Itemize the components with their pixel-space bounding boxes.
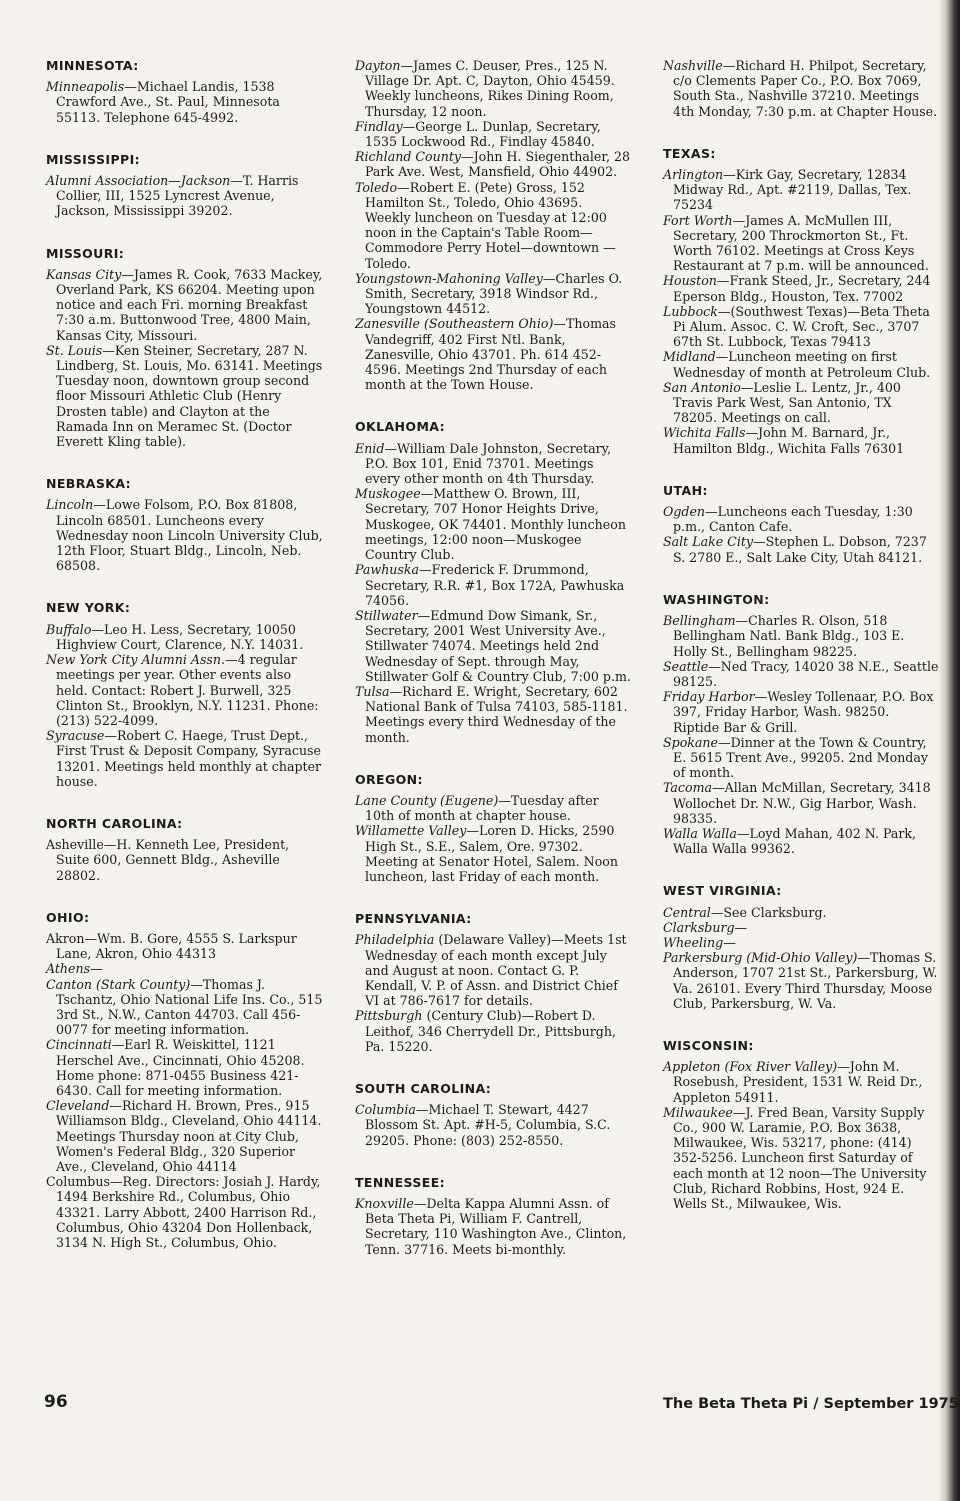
chapter-details: —Tuesday after 10th of month at chapter house. [365, 792, 599, 824]
chapter-details: —Leslie L. Lentz, Jr., 400 Travis Park West, San Antonio, TX 78205. Meetings on call. [673, 379, 901, 426]
state-heading: UTAH: [663, 482, 708, 498]
chapter-entry [663, 213, 939, 274]
chapter-city: Dayton [355, 58, 401, 73]
chapter-city: Philadelphia [355, 932, 435, 948]
chapter-city: Pittsburgh [355, 1008, 423, 1024]
chapter-city: Tacoma [663, 780, 713, 796]
chapter-details: —George L. Dunlap, Secretary, 1535 Lockwood Rd., Findlay 45840. [365, 118, 601, 150]
chapter-entry [663, 659, 939, 689]
chapter-details: —Wesley Tollenaar, P.O. Box 397, Friday Harbor, Wash. 98250. Riptide Bar & Grill. [673, 689, 934, 735]
chapter-entry [355, 149, 631, 179]
chapter-entry [46, 652, 324, 728]
page-edge-shadow [938, 0, 960, 1501]
chapter-city: Friday Harbor [663, 689, 755, 705]
chapter-city: Columbia [355, 1102, 416, 1118]
chapter-details: —James A. McMullen III, Secretary, 200 Throckmorton St., Ft. Worth 76102. Meetings at Cross Keys Restaurant at 7 p.m. will be announced. [673, 212, 929, 274]
chapter-city: Lubbock [663, 303, 718, 319]
chapter-entry [46, 728, 324, 789]
chapter-entry [663, 935, 939, 950]
chapter-details: —Dinner at the Town & Country, E. 5615 Trent Ave., 99205. 2nd Monday of month. [673, 734, 928, 781]
chapter-entry [663, 689, 939, 735]
chapter-entry [663, 905, 939, 920]
chapter-city: Kansas City [46, 266, 122, 282]
chapter-details: —John H. Siegenthaler, 28 Park Ave. West, Mansfield, Ohio 44902. [365, 149, 631, 180]
state-heading: MISSOURI: [46, 245, 125, 261]
column-right [663, 58, 939, 1238]
chapter-city: Findlay [355, 118, 403, 134]
chapter-city: Arlington [663, 167, 724, 183]
state-heading: NORTH CAROLINA: [46, 815, 183, 831]
chapter-details: —Michael T. Stewart, 4427 Blossom St. Apt. #H-5, Columbia, S.C. 29205. Phone: (803) 252-8550. [365, 1102, 611, 1148]
chapter-city: Cincinnati [46, 1037, 112, 1053]
chapter-details: —Thomas Vandegriff, 402 First Ntl. Bank, Zanesville, Ohio 43701. Ph. 614 452-4596. Meetings 2nd Thursday of each month at the Town House. [365, 316, 616, 393]
chapter-entry [46, 173, 324, 219]
state-heading: OKLAHOMA: [355, 419, 445, 435]
chapter-entry [355, 119, 631, 149]
state-section [663, 483, 939, 565]
chapter-entry [46, 267, 324, 343]
state-section [46, 476, 324, 573]
chapter-entry [46, 1174, 324, 1250]
chapter-entry [663, 826, 939, 856]
page-number: 96 [44, 1392, 68, 1412]
chapter-city: Athens— [46, 961, 103, 977]
chapter-entry [355, 608, 631, 684]
state-section [355, 58, 631, 392]
chapter-city: Spokane [663, 734, 718, 750]
state-section [46, 246, 324, 450]
chapter-entry [663, 304, 939, 350]
chapter-city: Buffalo [46, 621, 92, 637]
chapter-city: San Antonio [663, 379, 741, 395]
chapter-city: Youngstown-Mahoning Valley [355, 270, 543, 286]
chapter-details: —Allan McMillan, Secretary, 3418 Wollochet Dr. N.W., Gig Harbor, Wash. 98335. [673, 780, 931, 826]
chapter-details: —James C. Deuser, Pres., 125 N. Village Dr. Apt. C, Dayton, Ohio 45459. Weekly luncheons, Rikes Dining Room, Thursday, 12 noon. [365, 58, 615, 119]
chapter-details: —James R. Cook, 7633 Mackey, Overland Park, KS 66204. Meeting upon notice and each Fri. morning Breakfast 7:30 a.m. Buttonwood Tree, 4800 Main, Kansas City, Missouri. [56, 266, 323, 343]
chapter-details: —Edmund Dow Simank, Sr., Secretary, 2001 West University Ave., Stillwater 74074. Meetings held 2nd Wednesday of Sept. through May, Stillwater Golf & Country Club, 7:00 p.m. [365, 607, 631, 684]
state-heading: NEBRASKA: [46, 476, 132, 492]
chapter-details: —Luncheons each Tuesday, 1:30 p.m., Canton Cafe. [673, 504, 913, 535]
chapter-city: Tulsa [355, 683, 390, 699]
chapter-entry [46, 497, 324, 573]
chapter-details: —Robert E. (Pete) Gross, 152 Hamilton St., Toledo, Ohio 43695. Weekly luncheon on Tuesday at 12:00 noon in the Captain's Table Room—Commodore Perry Hotel—downtown —Toledo. [365, 179, 616, 271]
chapter-city: Lincoln [46, 497, 94, 513]
chapter-city: Minneapolis [46, 79, 125, 95]
chapter-city: Syracuse [46, 728, 105, 744]
chapter-details: —Delta Kappa Alumni Assn. of Beta Theta Pi, William F. Cantrell, Secretary, 110 Washington Ave., Clinton, Tenn. 37716. Meets bi-monthly. [365, 1196, 627, 1257]
chapter-entry [663, 273, 939, 303]
chapter-city: St. Louis [46, 342, 103, 358]
chapter-entry [46, 977, 324, 1038]
chapter-details: —Richard E. Wright, Secretary, 602 National Bank of Tulsa 74103, 585-1181. Meetings every third Wednesday of the month. [365, 683, 628, 745]
chapter-city: Houston [663, 273, 717, 289]
chapter-entry [46, 1037, 324, 1098]
chapter-entry [355, 316, 631, 392]
chapter-details: —4 regular meetings per year. Other events also held. Contact: Robert J. Burwell, 325 Clinton St., Brooklyn, N.Y. 11231. Phone: (213) 522-4099. [56, 652, 319, 728]
chapter-details: —Thomas S. Anderson, 1707 21st St., Parkersburg, W. Va. 26101. Every Third Thursday, Moose Club, Parkersburg, W. Va. [673, 950, 938, 1011]
state-section [355, 1175, 631, 1257]
chapter-city: Parkersburg (Mid-Ohio Valley) [663, 950, 858, 966]
chapter-entry [355, 271, 631, 317]
chapter-city: Nashville [663, 58, 723, 73]
chapter-details: (Century Club)—Robert D. Leithof, 346 Cherrydell Dr., Pittsburgh, Pa. 15220. [365, 1008, 616, 1054]
state-section [355, 1081, 631, 1148]
chapter-entry [355, 793, 631, 823]
chapter-entry [663, 58, 939, 119]
chapter-city: Wichita Falls [663, 425, 746, 441]
column-middle [355, 58, 631, 1284]
chapter-details: —Richard H. Brown, Pres., 915 Williamson Bldg., Cleveland, Ohio 44114. Meetings Thursday noon at City Club, Women's Federal Bldg., 320 Superior Ave., Cleveland, Ohio 44114 [56, 1098, 322, 1174]
chapter-entry [663, 167, 939, 213]
chapter-details: Asheville—H. Kenneth Lee, President, Suite 600, Gennett Bldg., Asheville 28802. [46, 837, 290, 883]
chapter-details: —Loyd Mahan, 402 N. Park, Walla Walla 99362. [673, 825, 917, 857]
chapter-details: —Earl R. Weiskittel, 1121 Herschel Ave., Cincinnati, Ohio 45208. Home phone: 871-0455 Business 421-6430. Call for meeting information. [56, 1037, 305, 1098]
chapter-entry [355, 1196, 631, 1257]
chapter-details: —William Dale Johnston, Secretary, P.O. Box 101, Enid 73701. Meetings every other month on 4th Thursday. [365, 440, 612, 487]
state-heading: TEXAS: [663, 145, 716, 161]
chapter-city: Canton (Stark County) [46, 976, 191, 992]
chapter-entry [355, 1008, 631, 1054]
chapter-city: Clarksburg— [663, 919, 748, 935]
chapter-city: Lane County (Eugene) [355, 792, 499, 808]
chapter-city: Bellingham [663, 613, 736, 629]
state-section [46, 910, 324, 1250]
state-section [46, 816, 324, 883]
chapter-city: Walla Walla [663, 825, 737, 841]
state-heading: PENNSYLVANIA: [355, 911, 472, 927]
chapter-details: (Delaware Valley)—Meets 1st Wednesday of each month except July and August at noon. Contact G. P. Kendall, V. P. of Assn. and District Chief VI at 786-7617 for details. [365, 932, 627, 1009]
state-heading: TENNESSEE: [355, 1174, 446, 1190]
chapter-details: —See Clarksburg. [710, 904, 827, 920]
state-heading: MINNESOTA: [46, 58, 139, 73]
chapter-entry [355, 823, 631, 884]
chapter-details: —Luncheon meeting on first Wednesday of month at Petroleum Club. [673, 349, 931, 380]
chapter-city: Seattle [663, 658, 709, 674]
chapter-entry [46, 931, 324, 961]
chapter-city: Knoxville [355, 1196, 414, 1211]
chapter-entry [46, 837, 324, 883]
chapter-details: —Ned Tracy, 14020 38 N.E., Seattle 98125. [673, 658, 939, 689]
chapter-details: —Michael Landis, 1538 Crawford Ave., St. Paul, Minnesota 55113. Telephone 645-4992. [56, 79, 280, 125]
state-section [46, 600, 324, 788]
chapter-city: Willamette Valley [355, 823, 467, 839]
state-section [355, 911, 631, 1054]
chapter-entry [46, 961, 324, 976]
chapter-details: —Ken Steiner, Secretary, 287 N. Lindberg, St. Louis, Mo. 63141. Meetings Tuesday noon, downtown group second floor Missouri Athletic Club (Henry Drosten table) and Clayton at the Ramada Inn on Meramec St. (Doctor Everett Kling table). [56, 342, 323, 450]
chapter-entry [355, 932, 631, 1008]
state-heading: OHIO: [46, 909, 90, 925]
state-section [663, 146, 939, 456]
chapter-entry [663, 425, 939, 455]
chapter-entry [355, 58, 631, 119]
chapter-city: Stillwater [355, 607, 418, 623]
chapter-details: —Richard H. Philpot, Secretary, c/o Clements Paper Co., P.O. Box 7069, South Sta., Nashville 37210. Meetings 4th Monday, 7:30 p.m. at Chapter House. [673, 58, 938, 119]
chapter-details: —Stephen L. Dobson, 7237 S. 2780 E., Salt Lake City, Utah 84121. [673, 534, 927, 565]
chapter-city: Alumni Association—Jackson [46, 173, 231, 189]
chapter-details: —Frederick F. Drummond, Secretary, R.R. #1, Box 172A, Pawhuska 74056. [365, 562, 625, 608]
chapter-details: —Frank Steed, Jr., Secretary, 244 Eperson Bldg., Houston, Tex. 77002 [673, 273, 931, 304]
state-heading: NEW YORK: [46, 600, 131, 616]
chapter-details: —Lowe Folsom, P.O. Box 81808, Lincoln 68501. Luncheons every Wednesday noon Lincoln University Club, 12th Floor, Stuart Bldg., Lincoln, Neb. 68508. [56, 497, 323, 574]
chapter-details: —(Southwest Texas)—Beta Theta Pi Alum. Assoc. C. W. Croft, Sec., 3707 67th St. Lubbock, Texas 79413 [673, 303, 930, 350]
chapter-city: Appleton (Fox River Valley) [663, 1059, 838, 1075]
chapter-city: Central [663, 904, 711, 920]
state-section [663, 592, 939, 856]
chapter-details: —John M. Barnard, Jr., Hamilton Bldg., Wichita Falls 76301 [673, 425, 905, 456]
chapter-city: Fort Worth [663, 212, 733, 228]
state-section [663, 58, 939, 119]
state-heading: WEST VIRGINIA: [663, 883, 782, 899]
chapter-entry [355, 1102, 631, 1148]
chapter-details: —Robert C. Haege, Trust Dept., First Trust & Deposit Company, Syracuse 13201. Meetings held monthly at chapter house. [56, 728, 322, 789]
chapter-details: —Kirk Gay, Secretary, 12834 Midway Rd., Apt. #2119, Dallas, Tex. 75234 [673, 167, 912, 213]
chapter-entry [355, 486, 631, 562]
chapter-details: —Matthew O. Brown, III, Secretary, 707 Honor Heights Drive, Muskogee, OK 74401. Monthly luncheon meetings, 12:00 noon—Muskogee Country Club. [365, 486, 626, 563]
state-section [46, 152, 324, 219]
chapter-city: Toledo [355, 179, 398, 195]
chapter-entry [355, 441, 631, 487]
chapter-city: Midland [663, 349, 716, 365]
chapter-entry [355, 684, 631, 745]
chapter-details: —Leo H. Less, Secretary, 10050 Highview Court, Clarence, N.Y. 14031. [56, 621, 304, 652]
chapter-entry [663, 380, 939, 426]
chapter-entry [355, 180, 631, 271]
state-section [663, 1038, 939, 1211]
running-footer: The Beta Theta Pi / September 1975 [663, 1396, 959, 1412]
chapter-entry [46, 622, 324, 652]
chapter-entry [663, 950, 939, 1011]
chapter-city: Wheeling— [663, 934, 736, 950]
chapter-details: Columbus—Reg. Directors: Josiah J. Hardy, 1494 Berkshire Rd., Columbus, Ohio 43321. Larry Abbott, 2400 Harrison Rd., Columbus, Ohio 43204 Don Hollenback, 3134 N. High St., Columbus, Ohio. [46, 1174, 321, 1250]
chapter-details: Akron—Wm. B. Gore, 4555 S. Larkspur Lane, Akron, Ohio 44313 [46, 930, 297, 962]
chapter-entry [663, 349, 939, 379]
chapter-entry [663, 1105, 939, 1211]
chapter-entry [663, 534, 939, 564]
chapter-details: —John M. Rosebush, President, 1531 W. Reid Dr., Appleton 54911. [673, 1059, 923, 1105]
chapter-details: —Charles O. Smith, Secretary, 3918 Windsor Rd., Youngstown 44512. [365, 270, 623, 317]
chapter-entry [46, 343, 324, 449]
state-heading: WISCONSIN: [663, 1037, 754, 1053]
state-section [46, 58, 324, 125]
chapter-city: Milwaukee [663, 1104, 733, 1120]
state-heading: WASHINGTON: [663, 591, 770, 607]
chapter-city: Pawhuska [355, 562, 420, 578]
chapter-details: —T. Harris Collier, III, 1525 Lyncrest Avenue, Jackson, Mississippi 39202. [56, 173, 299, 219]
chapter-details: —J. Fred Bean, Varsity Supply Co., 900 W. Laramie, P.O. Box 3638, Milwaukee, Wis. 53217, phone: (414) 352-5256. Luncheon first Saturday of each month at 12 noon—The University Club, Richard Robbins, Host, 924 E. Wells St., Milwaukee, Wis. [673, 1104, 927, 1211]
chapter-details: —Thomas J. Tschantz, Ohio National Life Ins. Co., 515 3rd St., N.W., Canton 44703. Call 456-0077 for meeting information. [56, 976, 323, 1038]
chapter-entry [663, 613, 939, 659]
chapter-entry [663, 735, 939, 781]
state-section [355, 419, 631, 744]
chapter-entry [663, 780, 939, 826]
chapter-entry [663, 504, 939, 534]
chapter-entry [46, 1098, 324, 1174]
chapter-city: Zanesville (Southeastern Ohio) [355, 316, 554, 332]
state-heading: MISSISSIPPI: [46, 151, 141, 167]
state-heading: OREGON: [355, 771, 423, 787]
chapter-city: Enid [355, 440, 385, 456]
chapter-details: —Charles R. Olson, 518 Bellingham Natl. Bank Bldg., 103 E. Holly St., Bellingham 98225. [673, 613, 905, 659]
chapter-entry [46, 79, 324, 125]
chapter-city: Cleveland [46, 1098, 110, 1114]
state-section [663, 883, 939, 1011]
state-section [355, 772, 631, 884]
chapter-city: Richland County [355, 149, 462, 165]
column-left [46, 58, 324, 1277]
chapter-city: Ogden [663, 504, 706, 520]
chapter-entry [663, 920, 939, 935]
chapter-details: —Loren D. Hicks, 2590 High St., S.E., Salem, Ore. 97302. Meeting at Senator Hotel, Salem. Noon luncheon, last Friday of each month. [365, 823, 618, 884]
chapter-city: New York City Alumni Assn. [46, 652, 226, 668]
state-heading: SOUTH CAROLINA: [355, 1080, 492, 1096]
chapter-entry [663, 1059, 939, 1105]
chapter-city: Muskogee [355, 486, 421, 502]
chapter-city: Salt Lake City [663, 534, 754, 550]
chapter-entry [355, 562, 631, 608]
